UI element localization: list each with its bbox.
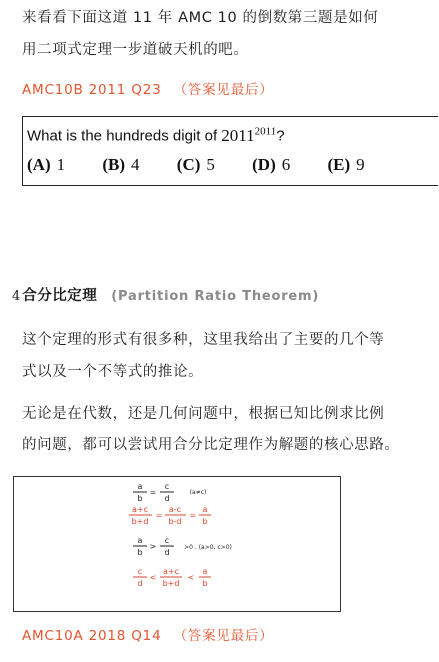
choice-a <box>27 155 65 175</box>
choice-value: 5 <box>206 155 215 174</box>
frac-num: a+c <box>131 505 149 514</box>
question-text: What is the hundreds digit of <box>27 127 218 145</box>
power-base: 2011 <box>221 125 255 145</box>
choice-d <box>252 155 290 175</box>
answer-note: （答案见最后） <box>173 628 274 644</box>
frac-num: a <box>137 482 143 491</box>
frac-den: b+d <box>162 579 180 588</box>
less-than-sign: < <box>149 573 157 582</box>
answer-note: （答案见最后） <box>173 82 274 98</box>
formula-figure <box>13 476 341 612</box>
section-number: 4 <box>12 289 21 304</box>
choice-value: 1 <box>56 155 66 174</box>
choice-label: (D) <box>252 155 276 174</box>
frac-num: c <box>137 567 143 576</box>
condition-text: >0 . (a>0, c>0) <box>184 544 232 551</box>
frac-den: d <box>164 494 170 503</box>
choice-e <box>328 155 365 175</box>
frac-den: b <box>137 494 143 503</box>
reference-label[interactable]: AMC10A 2018 Q14 <box>22 628 162 644</box>
frac-num: c <box>164 536 170 545</box>
choice-label: (A) <box>27 155 51 174</box>
section-title: 合分比定理 <box>22 288 98 304</box>
choice-c <box>177 155 215 175</box>
frac-num: a <box>202 567 208 576</box>
frac-den: d <box>137 579 143 588</box>
greater-than-sign: > <box>149 542 157 551</box>
intro-line-2: 用二项式定理一步道破天机的吧。 <box>22 42 249 58</box>
power-exponent: 2011 <box>254 125 277 137</box>
frac-den: b-d <box>168 517 182 526</box>
frac-num: a+c <box>162 567 180 576</box>
frac-den: b <box>137 548 143 557</box>
frac-den: b <box>202 517 208 526</box>
frac-den: b+d <box>131 517 149 526</box>
equals-sign: = <box>189 511 197 520</box>
choice-value: 9 <box>356 155 365 174</box>
problem-question <box>27 125 285 146</box>
power-expression <box>221 126 276 145</box>
frac-num: a <box>137 536 143 545</box>
choice-label: (E) <box>327 155 351 174</box>
reference-label[interactable]: AMC10B 2011 Q23 <box>22 82 162 98</box>
frac-den: b <box>202 579 208 588</box>
section-english-title: (Partition Ratio Theorem) <box>111 289 320 304</box>
problem-reference-link-2[interactable] <box>22 624 274 644</box>
choice-value: 6 <box>281 155 291 174</box>
section-heading <box>12 284 319 305</box>
problem-box <box>22 116 438 186</box>
para1-line-2: 式以及一个不等式的推论。 <box>22 364 204 380</box>
choice-b <box>102 155 139 175</box>
choice-label: (B) <box>102 155 126 174</box>
condition-text: (a≠c) <box>189 489 207 496</box>
problem-reference-link[interactable] <box>22 78 274 98</box>
para1-line-1: 这个定理的形式有很多种，这里我给出了主要的几个等 <box>22 332 385 348</box>
question-mark: ? <box>276 127 285 145</box>
handwritten-formulas <box>14 477 340 610</box>
equals-sign: = <box>155 511 163 520</box>
choice-label: (C) <box>176 155 201 174</box>
para2-line-1: 无论是在代数，还是几何问题中，根据已知比例求比例 <box>22 406 385 422</box>
frac-den: d <box>164 548 170 557</box>
frac-num: c <box>164 482 170 491</box>
para2-line-2: 的问题，都可以尝试用合分比定理作为解题的核心思路。 <box>22 437 400 453</box>
equals-sign: = <box>149 488 157 497</box>
less-than-sign: < <box>187 573 195 582</box>
frac-num: a <box>202 505 208 514</box>
answer-choices <box>27 155 398 175</box>
frac-num: a-c <box>168 505 182 514</box>
choice-value: 4 <box>131 155 140 174</box>
intro-line-1: 来看看下面这道 11 年 AMC 10 的倒数第三题是如何 <box>22 10 379 26</box>
